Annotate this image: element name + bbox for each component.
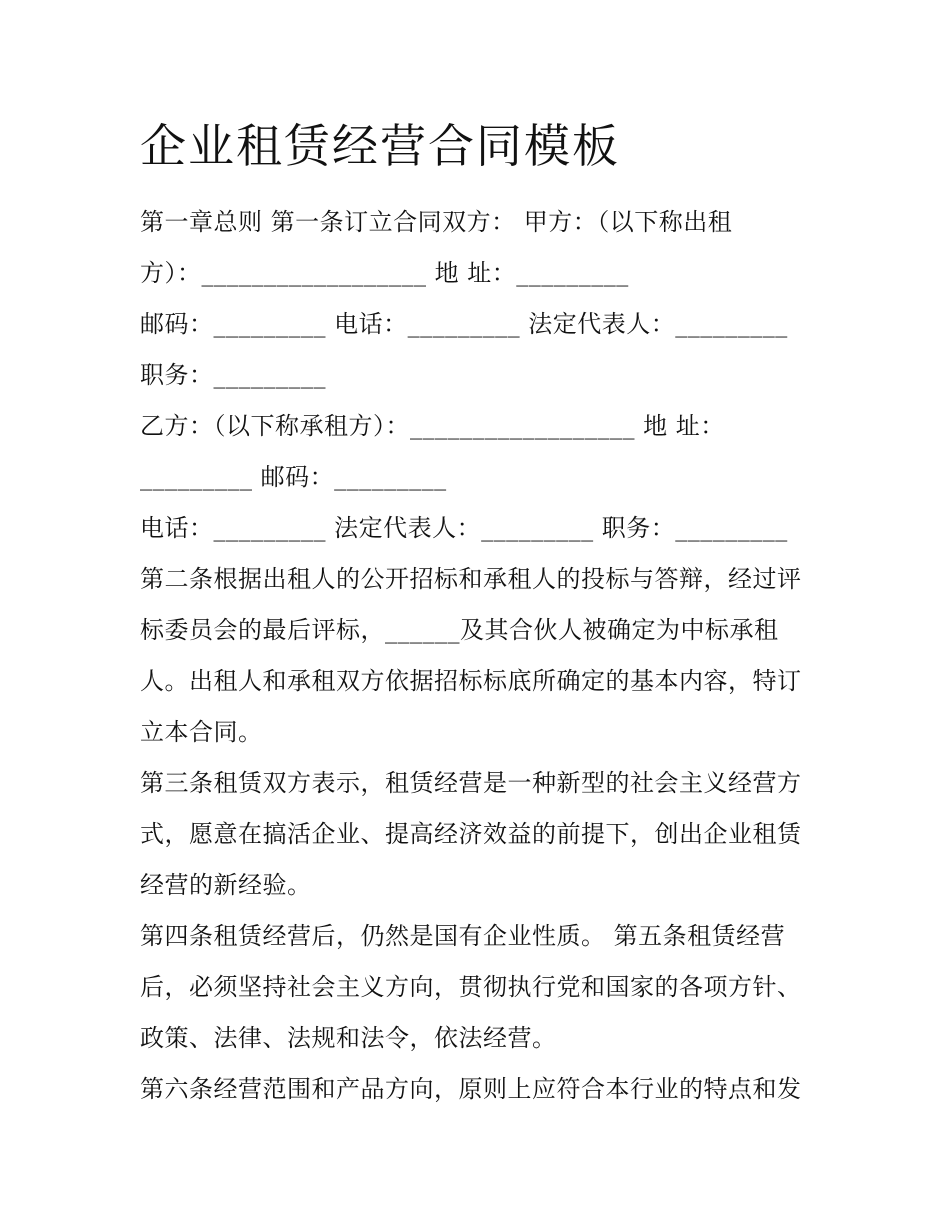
text-line: 第二条根据出租人的公开招标和承租人的投标与答辩，经过评: [140, 565, 802, 593]
text-line: 人。出租人和承租双方依据招标标底所确定的基本内容，特订: [140, 667, 802, 695]
text-line: 方）：__________________ 地 址：_________: [140, 259, 629, 287]
text-line: 第三条租赁双方表示，租赁经营是一种新型的社会主义经营方: [140, 769, 802, 797]
text-line: 第六条经营范围和产品方向，原则上应符合本行业的特点和发: [140, 1075, 802, 1103]
document-body: [140, 197, 830, 1115]
text-line: 政策、法律、法规和法令，依法经营。: [140, 1024, 557, 1052]
document-title: 企业租赁经营合同模板: [140, 119, 620, 173]
text-line: _________ 邮码：_________: [140, 463, 447, 491]
text-line: 第四条租赁经营后，仍然是国有企业性质。 第五条租赁经营: [140, 922, 786, 950]
text-line: 经营的新经验。: [140, 871, 312, 899]
text-line: 后，必须坚持社会主义方向，贯彻执行党和国家的各项方针、: [140, 973, 802, 1001]
text-line: 第一章总则 第一条订立合同双方： 甲方：（以下称出租: [140, 208, 733, 236]
text-line: 乙方：（以下称承租方）：__________________ 地 址：: [140, 412, 725, 440]
text-line: 标委员会的最后评标，______及其合伙人被确定为中标承租: [140, 616, 779, 644]
text-line: 电话：_________ 法定代表人：_________ 职务：_________: [140, 514, 788, 542]
text-line: 邮码：_________ 电话：_________ 法定代表人：_________: [140, 310, 788, 338]
text-line: 立本合同。: [140, 718, 263, 746]
text-line: 式，愿意在搞活企业、提高经济效益的前提下，创出企业租赁: [140, 820, 802, 848]
text-line: 职务：_________: [140, 361, 326, 389]
